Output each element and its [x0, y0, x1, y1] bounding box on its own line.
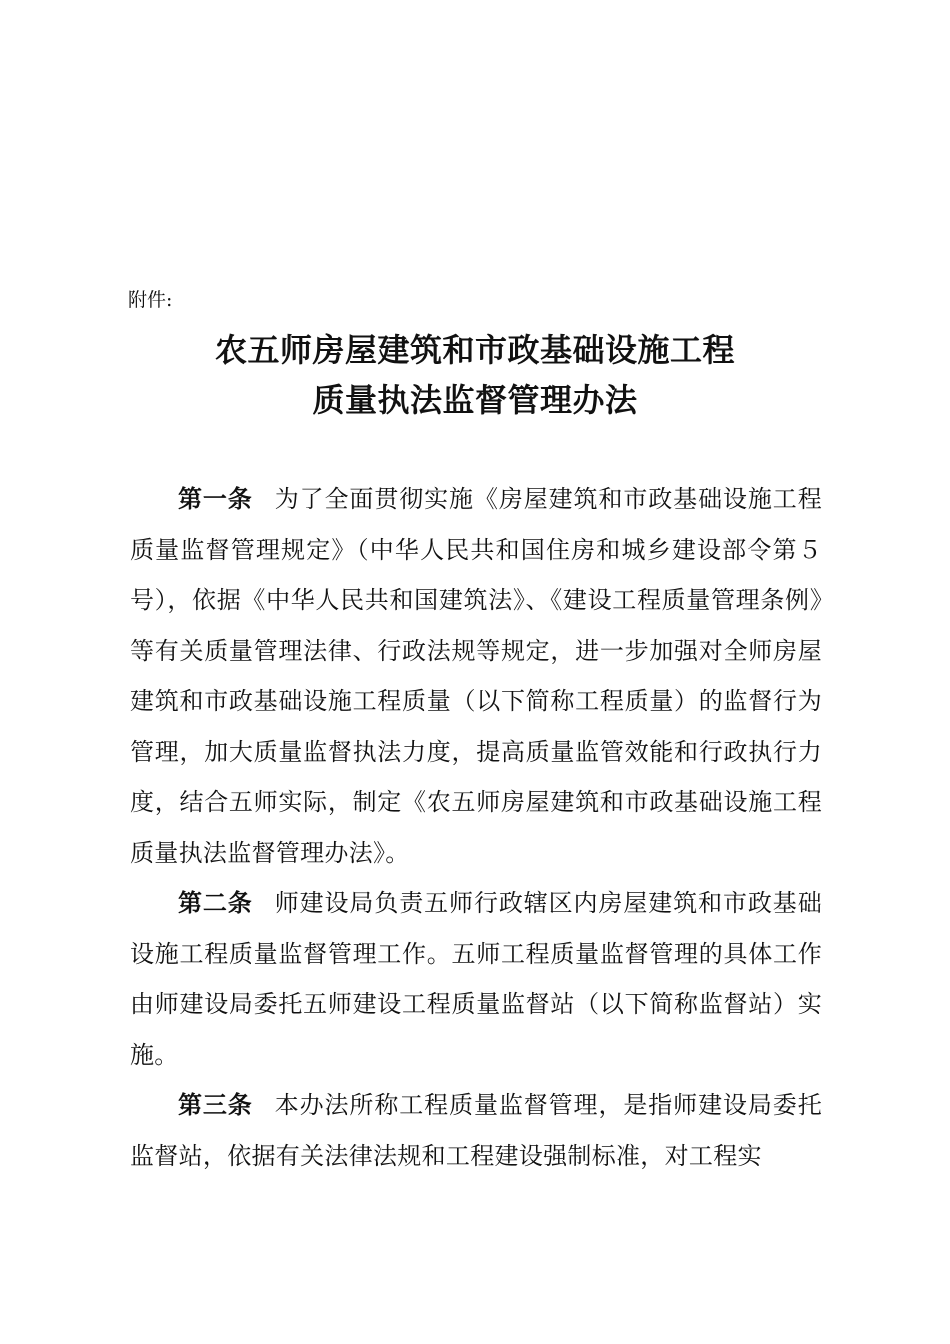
article-3-label: 第三条	[178, 1090, 253, 1119]
article-2-label: 第二条	[178, 888, 253, 917]
article-3	[130, 1080, 822, 1181]
article-1-text: 为了全面贯彻实施《房屋建筑和市政基础设施工程质量监督管理规定》（中华人民共和国住房和城乡建设部令第５号），依据《中华人民共和国建筑法》、《建设工程质量管理条例》等有关质量管理法律、行政法规等规定，进一步加强对全师房屋建筑和市政基础设施工程质量（以下简称工程质量）的监督行为管理，加大质量监督执法力度，提高质量监管效能和行政执行力度，结合五师实际，制定《农五师房屋建筑和市政基础设施工程质量执法监督管理办法》。	[130, 485, 822, 867]
document-title-line-1: 农五师房屋建筑和市政基础设施工程	[214, 331, 735, 369]
document-title-line-2: 质量执法监督管理办法	[312, 381, 638, 419]
attachment-label: 附件:	[128, 289, 173, 311]
article-1-label: 第一条	[178, 484, 253, 513]
article-2	[130, 878, 822, 1080]
document-body	[130, 474, 822, 1181]
article-1	[130, 474, 822, 878]
article-3-text: 本办法所称工程质量监督管理，是指师建设局委托监督站，依据有关法律法规和工程建设强制标准，对工程实	[130, 1091, 822, 1170]
article-2-text: 师建设局负责五师行政辖区内房屋建筑和市政基础设施工程质量监督管理工作。五师工程质量监督管理的具体工作由师建设局委托五师建设工程质量监督站（以下简称监督站）实施。	[130, 889, 822, 1069]
